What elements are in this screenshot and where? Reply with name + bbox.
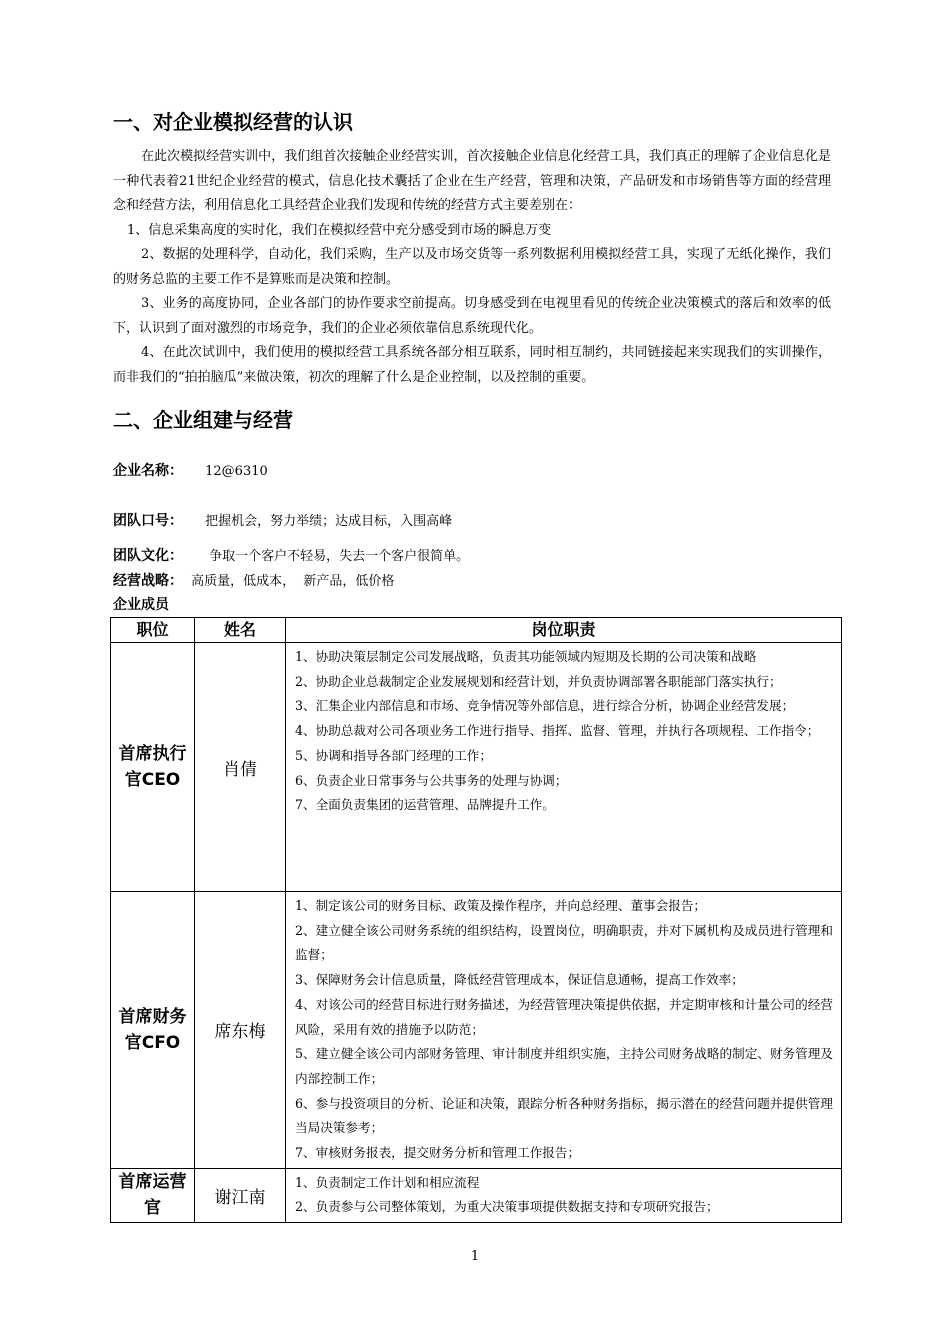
- culture-row: [113, 546, 469, 567]
- duty-item: 1、协助决策层制定公司发展战略，负责其功能领域内短期及长期的公司决策和战略: [295, 649, 757, 664]
- duty-item: 6、参与投资项目的分析、论证和决策，跟踪分析各种财务指标，揭示潜在的经营问题并提供管理当局决策参考；: [295, 1095, 833, 1136]
- name-cell: 肖倩: [195, 643, 286, 892]
- strategy-label: 经营战略：: [113, 573, 183, 589]
- table-row: [111, 892, 842, 1169]
- duty-item: 2、建立健全该公司财务系统的组织结构，设置岗位，明确职责，并对下属机构及成员进行管理和监督；: [295, 922, 833, 963]
- members-row: [113, 595, 169, 616]
- section2-heading: 二、企业组建与经营: [113, 408, 293, 432]
- strategy-row: [113, 571, 394, 592]
- members-label: 企业成员: [113, 597, 169, 613]
- duty-item: 7、审核财务报表，提交财务分析和管理工作报告；: [295, 1145, 581, 1161]
- duty-item: 5、建立健全该公司内部财务管理、审计制度并组织实施，主持公司财务战略的制定、财务管理及内部控制工作；: [295, 1046, 833, 1086]
- slogan-label: 团队口号：: [113, 513, 183, 529]
- strategy-value: 高质量，低成本， 新产品，低价格: [191, 574, 395, 589]
- position-cell: 首席运营官: [111, 1168, 195, 1222]
- header-position: 职位: [111, 618, 195, 643]
- header-duties: 岗位职责: [286, 618, 842, 643]
- section1-heading: 一、对企业模拟经营的认识: [113, 110, 353, 134]
- name-cell: 谢江南: [195, 1168, 286, 1222]
- point-4: 4、在此次试训中，我们使用的模拟经营工具系统各部分相互联系，同时相互制约，共同链接起来实现我们的实训操作，而非我们的“拍拍脑瓜”来做决策，初次的理解了什么是企业控制，以及控制的重要。: [113, 345, 831, 385]
- slogan-value: 把握机会，努力举绩；达成目标，入围高峰: [205, 514, 453, 529]
- duty-item: 1、负责制定工作计划和相应流程: [295, 1174, 480, 1190]
- members-table: [110, 617, 842, 1223]
- company-name-value: 12@6310: [205, 464, 268, 479]
- duty-item: 6、负责企业日常事务与公共事务的处理与协调；: [295, 772, 568, 788]
- position-cell: 首席财务官CFO: [111, 892, 195, 1169]
- duty-item: 4、协助总裁对公司各项业务工作进行指导、指挥、监督、管理，并执行各项规程、工作指令；: [295, 723, 820, 739]
- intro-paragraph: 在此次模拟经营实训中，我们组首次接触企业经营实训，首次接触企业信息化经营工具，我们真正的理解了企业信息化是一种代表着21世纪企业经营的模式，信息化技术囊括了企业在生产经营，管理和决策，产品研发和市场销售等方面的经营理念和经营方法，利用信息化工具经营企业我们发现和传统的经营方式主要差别在：: [113, 149, 831, 213]
- duty-item: 4、对该公司的经营目标进行财务描述，为经营管理决策提供依据，并定期审核和计量公司的经营风险，采用有效的措施予以防范；: [295, 996, 833, 1037]
- point-1: 1、信息采集高度的实时化，我们在模拟经营中充分感受到市场的瞬息万变: [127, 222, 552, 238]
- position-cell: 首席执行官CEO: [111, 643, 195, 892]
- culture-label: 团队文化：: [113, 548, 183, 564]
- duty-item: 7、全面负责集团的运营管理、品牌提升工作。: [295, 797, 555, 813]
- duty-item: 1、制定该公司的财务目标、政策及操作程序，并向总经理、董事会报告；: [295, 898, 707, 913]
- culture-value: 争取一个客户不轻易，失去一个客户很简单。: [209, 549, 470, 564]
- slogan-row: [113, 511, 452, 532]
- point-2: 2、数据的处理科学，自动化，我们采购，生产以及市场交货等一系列数据利用模拟经营工具，实现了无纸化操作，我们的财务总监的主要工作不是算账而是决策和控制。: [113, 247, 831, 287]
- name-cell: 席东梅: [195, 892, 286, 1169]
- duty-item: 2、协助企业总裁制定企业发展规划和经营计划，并负责协调部署各职能部门落实执行；: [295, 673, 782, 689]
- duties-cell: [286, 1168, 842, 1222]
- company-name-label: 企业名称：: [113, 463, 183, 479]
- duty-item: 5、协调和指导各部门经理的工作；: [295, 747, 492, 763]
- duties-cell: [286, 892, 842, 1169]
- duties-cell: [286, 643, 842, 892]
- table-row: [111, 643, 842, 892]
- point-3: 3、业务的高度协同，企业各部门的协作要求空前提高。切身感受到在电视里看见的传统企业决策模式的落后和效率的低下，认识到了面对激烈的市场竞争，我们的企业必须依靠信息系统现代化。: [113, 296, 831, 336]
- page-number: 1: [470, 1249, 480, 1264]
- header-name: 姓名: [195, 618, 286, 643]
- table-header-row: [111, 618, 842, 643]
- company-name-row: [113, 461, 268, 482]
- duty-item: 3、汇集企业内部信息和市场、竞争情况等外部信息，进行综合分析，协调企业经营发展；: [295, 698, 795, 714]
- duty-item: 2、负责参与公司整体策划，为重大决策事项提供数据支持和专项研究报告；: [295, 1199, 719, 1215]
- section1-body: [113, 145, 831, 390]
- table-row: [111, 1168, 842, 1222]
- duty-item: 3、保障财务会计信息质量，降低经营管理成本，保证信息通畅，提高工作效率；: [295, 972, 744, 988]
